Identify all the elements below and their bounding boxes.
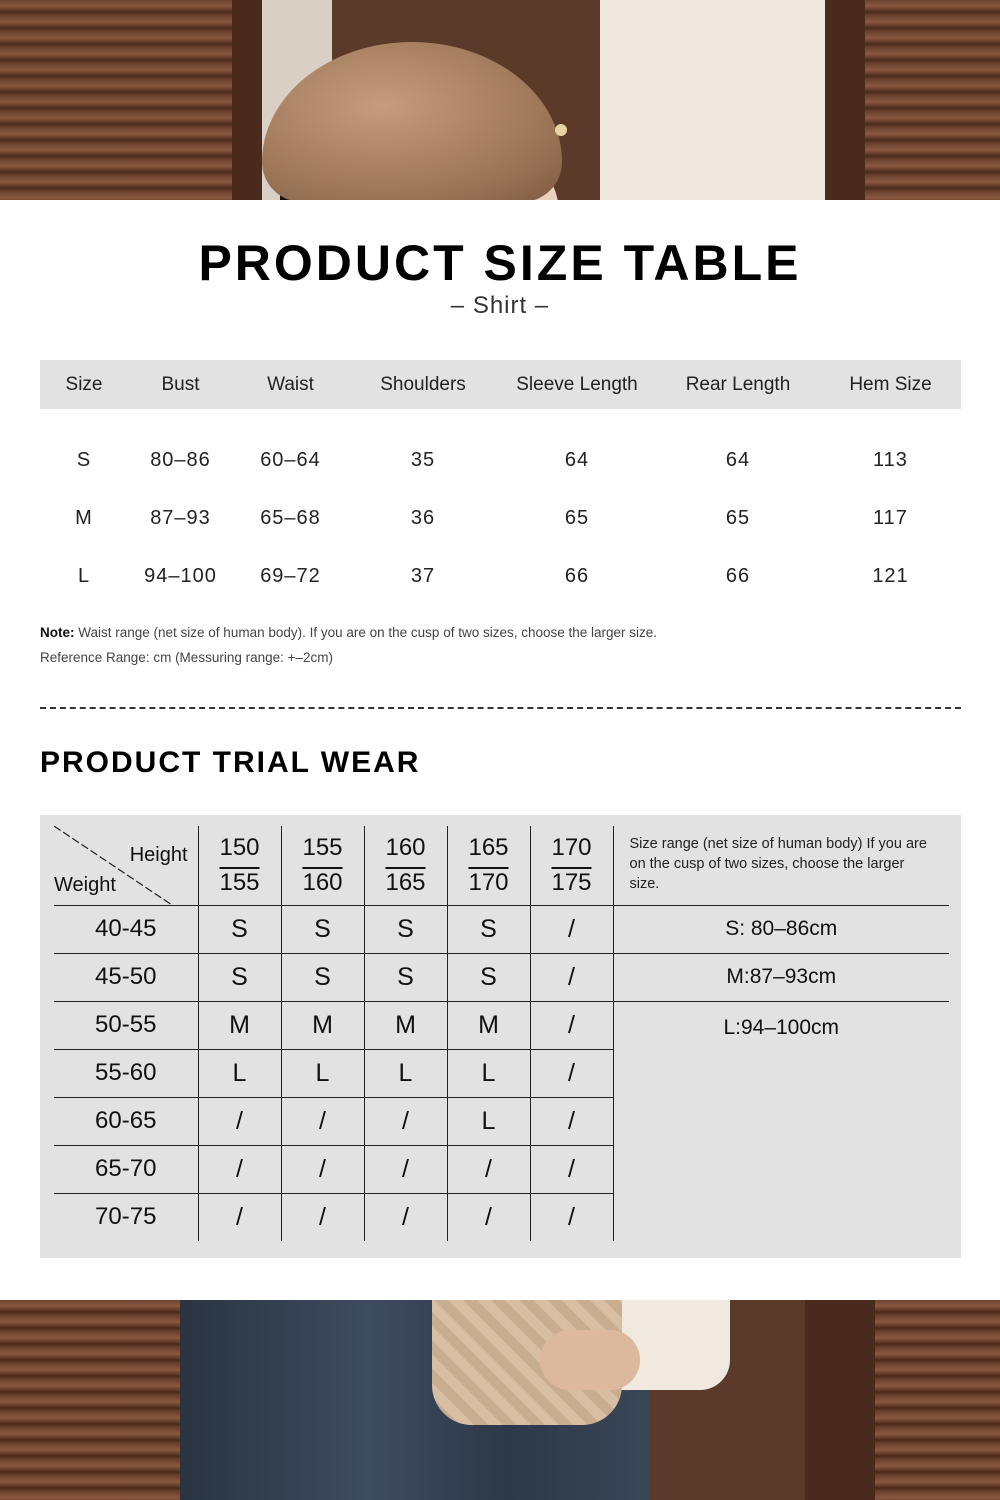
size-cell: /: [364, 1145, 447, 1193]
height-range-top: 155: [302, 834, 343, 862]
trial-wear-panel: [40, 815, 961, 1258]
note-text: Waist range (net size of human body). If you are on the cusp of two sizes, choose the larger size.: [74, 625, 658, 640]
size-cell: /: [198, 1145, 281, 1193]
size-cell: S: [364, 953, 447, 1001]
height-range-bottom: 155: [219, 869, 260, 897]
table-cell: 66: [564, 564, 590, 587]
table-row: [40, 489, 961, 547]
table-cell: 64: [564, 448, 590, 471]
size-cell: /: [198, 1097, 281, 1145]
size-range-description: Size range (net size of human body) If you are on the cusp of two sizes, choose the larger size.: [613, 826, 949, 905]
size-cell: L: [447, 1049, 530, 1097]
wooden-shutter-right: [875, 1300, 1000, 1500]
column-header: Size: [40, 360, 128, 409]
size-cell: /: [530, 1001, 613, 1049]
size-cell: /: [281, 1193, 364, 1241]
height-header-row: [54, 826, 949, 905]
weight-range: 60-65: [54, 1097, 198, 1145]
height-range-top: 150: [219, 834, 260, 862]
table-cell: 35: [410, 448, 436, 471]
doorway: [600, 0, 825, 200]
weight-range: 55-60: [54, 1049, 198, 1097]
hand: [540, 1330, 640, 1390]
hat-pin: [555, 124, 567, 136]
table-cell: 65: [725, 506, 751, 529]
table-row: [40, 547, 961, 605]
table-cell: S: [76, 448, 92, 471]
height-range-top: 165: [468, 834, 509, 862]
column-header: Sleeve Length: [498, 360, 656, 409]
size-cell: L: [364, 1049, 447, 1097]
column-header: Bust: [128, 360, 233, 409]
reference-range-note: Reference Range: cm (Messuring range: +–2cm): [40, 650, 334, 665]
size-cell: /: [530, 953, 613, 1001]
table-cell: 94–100: [144, 564, 217, 587]
height-axis-label: Height: [129, 844, 188, 866]
height-weight-corner: [54, 826, 198, 905]
height-range-header: [281, 826, 364, 905]
weight-row: [54, 953, 949, 1001]
table-cell: 117: [873, 506, 908, 529]
weight-row: [54, 905, 949, 953]
size-cell: /: [281, 1097, 364, 1145]
size-cell: L: [281, 1049, 364, 1097]
weight-range: 70-75: [54, 1193, 198, 1241]
size-cell: S: [447, 953, 530, 1001]
column-header: Waist: [233, 360, 348, 409]
height-range-header: [364, 826, 447, 905]
size-cell: L: [198, 1049, 281, 1097]
size-cell: S: [198, 953, 281, 1001]
weight-range: 50-55: [54, 1001, 198, 1049]
size-cell: S: [198, 905, 281, 953]
shutter-frame: [805, 1300, 875, 1500]
table-cell: M: [75, 506, 93, 529]
size-cell: /: [198, 1193, 281, 1241]
weight-range: 65-70: [54, 1145, 198, 1193]
size-range-l: L:94–100cm: [613, 1001, 949, 1241]
table-cell: 87–93: [150, 506, 211, 529]
size-note: [40, 625, 657, 640]
section-divider: [40, 707, 961, 709]
table-cell: 69–72: [260, 564, 321, 587]
size-cell: /: [530, 1145, 613, 1193]
height-range-top: 170: [551, 834, 592, 862]
table-cell: 36: [410, 506, 436, 529]
height-range-top: 160: [385, 834, 426, 862]
size-table-title: PRODUCT SIZE TABLE: [198, 235, 802, 291]
trial-wear-title: PRODUCT TRIAL WEAR: [40, 746, 421, 779]
table-cell: 80–86: [150, 448, 211, 471]
height-range-header: [530, 826, 613, 905]
size-cell: S: [281, 953, 364, 1001]
table-cell: 60–64: [260, 448, 321, 471]
weight-axis-label: Weight: [54, 873, 116, 896]
table-cell: 113: [873, 448, 908, 471]
wooden-shutter-left: [0, 1300, 185, 1500]
wooden-shutter-left: [0, 0, 232, 200]
table-cell: 65–68: [260, 506, 321, 529]
size-cell: /: [281, 1145, 364, 1193]
trial-wear-table: [54, 826, 949, 1241]
size-chart-card: [0, 200, 1000, 1300]
size-range-s: S: 80–86cm: [613, 905, 949, 953]
size-cell: /: [530, 905, 613, 953]
size-table-subtitle: – Shirt –: [450, 292, 550, 319]
note-label: Note:: [40, 625, 75, 640]
height-range-bottom: 175: [551, 869, 592, 897]
size-range-m: M:87–93cm: [613, 953, 949, 1001]
table-cell: 121: [872, 564, 909, 587]
shutter-frame: [825, 0, 865, 200]
weight-range: 45-50: [54, 953, 198, 1001]
size-cell: M: [447, 1001, 530, 1049]
table-cell: 64: [725, 448, 751, 471]
height-range-bottom: 165: [385, 869, 426, 897]
size-cell: /: [364, 1097, 447, 1145]
table-row: [40, 431, 961, 489]
size-table: [40, 360, 961, 605]
table-cell: 65: [564, 506, 590, 529]
height-range-header: [447, 826, 530, 905]
weight-range: 40-45: [54, 905, 198, 953]
size-cell: S: [447, 905, 530, 953]
size-cell: M: [364, 1001, 447, 1049]
height-range-header: [198, 826, 281, 905]
size-cell: /: [530, 1097, 613, 1145]
column-header: Shoulders: [348, 360, 498, 409]
wooden-shutter-right: [865, 0, 1000, 200]
size-cell: M: [198, 1001, 281, 1049]
model-photo-bottom: [0, 1300, 1000, 1500]
model-photo-top: [0, 0, 1000, 200]
table-cell: L: [77, 564, 91, 587]
table-cell: 66: [725, 564, 751, 587]
size-cell: L: [447, 1097, 530, 1145]
size-cell: /: [530, 1049, 613, 1097]
table-cell: 37: [410, 564, 436, 587]
size-cell: /: [447, 1145, 530, 1193]
size-table-header-row: [40, 360, 961, 409]
size-cell: S: [281, 905, 364, 953]
size-cell: S: [364, 905, 447, 953]
size-cell: /: [447, 1193, 530, 1241]
size-cell: M: [281, 1001, 364, 1049]
column-header: Rear Length: [656, 360, 820, 409]
size-cell: /: [530, 1193, 613, 1241]
height-range-bottom: 170: [468, 869, 509, 897]
column-header: Hem Size: [820, 360, 961, 409]
weight-row: [54, 1001, 949, 1049]
size-cell: /: [364, 1193, 447, 1241]
shutter-frame: [232, 0, 262, 200]
height-range-bottom: 160: [302, 869, 343, 897]
